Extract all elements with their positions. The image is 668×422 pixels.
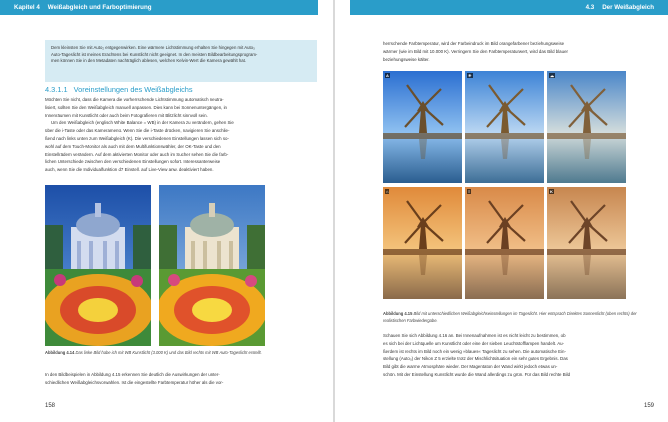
body-text-top (383, 40, 653, 63)
white-balance-icon: K (550, 189, 553, 194)
text-line: Um den Weißabgleich (englisch White Balance = WB) in der Kamera zu verändern, gehen Sie (51, 120, 234, 126)
windmill-photo (465, 71, 544, 183)
white-balance-icon: ≡ (468, 189, 471, 194)
right-page-header (350, 0, 668, 15)
windmill-photo (465, 187, 544, 299)
chapter-title: Weißabgleich und Farboptimierung (47, 4, 152, 11)
right-page (335, 0, 668, 422)
figure-caption (383, 311, 653, 324)
section-header-title: Der Weißabgleich (602, 4, 654, 11)
text-line: herrschende Farbtemperatur, wird der Farbeindruck im Bild orangefarbener beziehungsweise (383, 41, 565, 46)
windmill-photo (383, 71, 462, 183)
body-text-bottom (383, 332, 653, 379)
white-balance-icon: A (386, 73, 389, 78)
palace-photo-auto-tageslicht (159, 185, 265, 346)
text-line: ßend nach links unten zum Weißabgleich (K). Die verschiedenen Einstellungen lassen sich so- (45, 135, 229, 141)
caption-text: Das linke Bild habe ich mit WB Kunstlicht (3.000 K) und das Bild rechts mit WB Auto-Tageslicht erstellt. (75, 350, 262, 355)
text-line: wärmer (wie im Bild mit 10.000 K). Verringern Sie den Farbtemperaturwert, wird das Bild blauer (383, 48, 568, 54)
windmill-photo (547, 71, 626, 183)
text-line: Einstellrädern verändern. Auf dem aktivierten Monitor oder auch im Sucher sehen Sie die farb- (45, 151, 229, 157)
text-line: ßerdem ist rechts im Bild noch ein wenig »blaues« Tageslicht zu sehen. Die automatische Ein- (383, 348, 566, 354)
text-line: es sich bei der Lichtquelle um Kunstlicht oder eine der sieben Leuchtstofflampen handelt. Au- (383, 340, 565, 346)
chapter-label: Kapitel 4 (14, 4, 40, 11)
body-text-bottom (45, 371, 317, 387)
section-label: 4.3 (585, 4, 595, 11)
windmill-photo (547, 187, 626, 299)
text-line: lichen Unterschiede zwischen den verschiedenen Einstellungen sofort. Interessanterweise (45, 159, 221, 165)
text-line: Bild gibt die warme Atmosphäre wieder. Der Magentaton der Wand wirkt jedoch etwas un- (383, 364, 558, 370)
section-heading (45, 85, 193, 94)
left-page-header (0, 0, 318, 15)
section-number: 4.3.1.1 (45, 85, 68, 94)
text-line: beziehungsweise kälter. (383, 56, 430, 62)
text-line: schiedlichen Weißabgleichsvorwahlen. Ist die eingestellte Farbtemperatur höher als die vor- (45, 379, 224, 385)
white-balance-icon: ☀ (468, 73, 472, 78)
info-line: Auto-Tageslicht ist meines Erachtens bei Kunstlicht nicht geeignet. In den meisten Bildbearbeitungsprogram- (51, 51, 258, 57)
info-line: men können Sie in den Metadaten nachträglich ablesen, welchen Kelvin-Wert die Kamera gewählt hat. (51, 58, 247, 64)
text-line: stellung (Auto₀) der Nikon Z 5 erzielte trotz der Mischlichtsituation ein sehr gutes Ergebnis. Das (383, 356, 568, 362)
section-title: Voreinstellungen des Weißabgleichs (73, 85, 193, 94)
text-line: auch, wenn Sie die Individualfunktion d7 Einstell. auf Live-View anw. deaktiviert haben. (45, 167, 214, 173)
white-balance-icon: ⌂ (386, 189, 389, 194)
text-line: lisiert, sollten Sie den Weißabgleich manuell anpassen. Dies kann bei Sonnenuntergängen, in (45, 104, 228, 110)
info-box (45, 40, 317, 82)
page-number: 158 (45, 403, 56, 409)
figure-caption (45, 350, 265, 357)
info-line: Dem kleinsten Sie mit Auto₂ entgegenwirken. Eine wärmere Lichtstimmung erhalten Sie hingegen mit Auto₃ (51, 45, 255, 50)
caption-label: Abbildung 4.15 (383, 311, 413, 316)
text-line: schön. Mit der Einstellung Kunstlicht wurde die Wand allerdings zu grün. Für das Bild rechte Bild (383, 371, 571, 377)
text-line: Möchten Sie nicht, dass die Kamera die vorherrschende Lichtstimmung automatisch neutra- (45, 97, 224, 102)
text-line: In den Bildbeispielen in Abbildung 4.15 erkennen Sie deutlich die Auswirkungen der unter- (45, 372, 220, 377)
body-text (45, 96, 317, 174)
caption-label: Abbildung 4.14 (45, 350, 75, 355)
white-balance-icon: ☁ (550, 73, 554, 78)
windmill-photo (383, 187, 462, 299)
page-number: 159 (643, 403, 654, 409)
text-line: über die i-Taste oder das Kameramenü. Wenn Sie die i-Taste drücken, navigieren Sie anschlie- (45, 128, 230, 134)
palace-photo-kunstlicht (45, 185, 151, 346)
text-line: Schauen Sie sich Abbildung 4.16 an. Bei Innenaufnahmen ist es nicht leicht zu bestimmen, ob (383, 333, 566, 338)
text-line: wohl auf dem Touch-Monitor als auch mit dem Multifunktionswähler, der OK-Taste und den (45, 143, 221, 149)
text-line: Innenräumen mit Kunstlicht oder auch beim Fotografieren mit Blitzlicht sinnvoll sein. (45, 112, 208, 118)
caption-text: Bild mit unterschiedlichen Weißabgleichseinstellungen im Tageslicht. Hier entsprach Direktes Sonnenlicht (oben rechts) der realistischen Farbwiedergabe. (383, 311, 637, 323)
left-page (0, 0, 333, 422)
